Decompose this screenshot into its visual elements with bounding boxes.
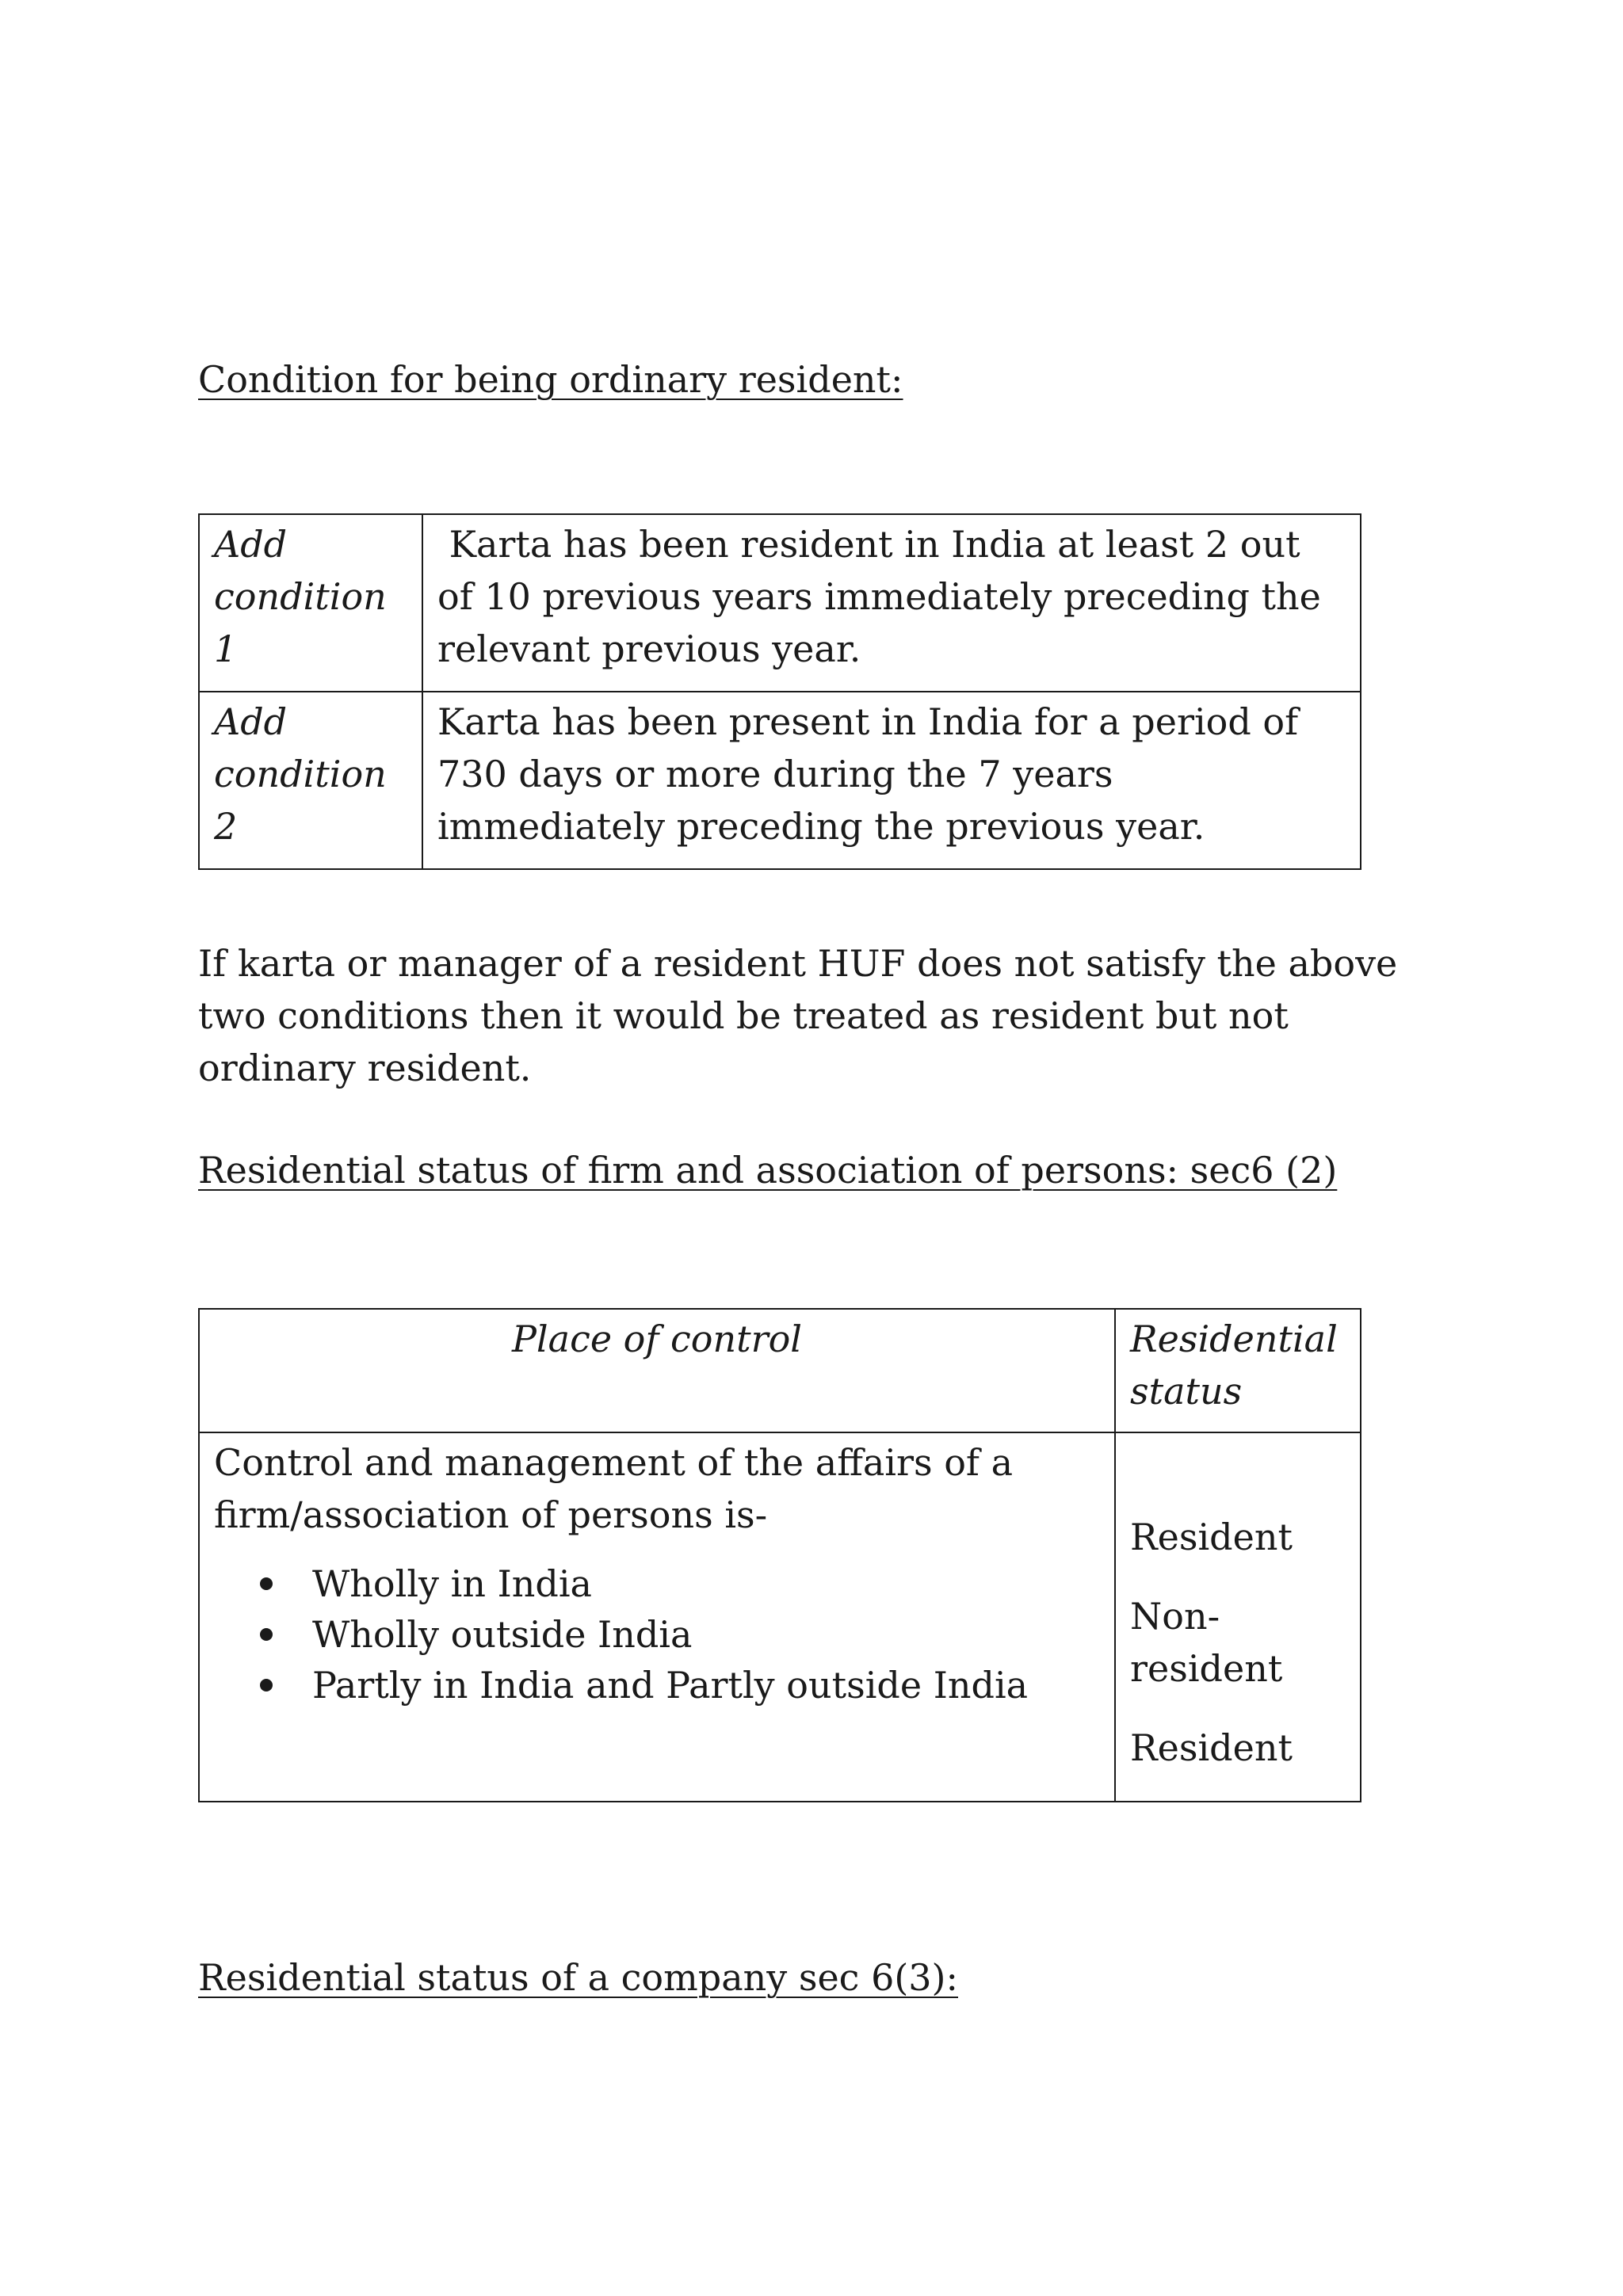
status-value: Resident [1130,1516,1293,1558]
condition-text: Karta has been present in India for a period of 730 days or more during the 7 years immediately preceding the previous year. [422,692,1361,869]
table-row [199,1432,1361,1802]
status-value: Non-resident [1130,1595,1283,1690]
huf-note-paragraph: If karta or manager of a resident HUF does not satisfy the above two conditions then it would be treated as resident but not ordinary resident. [198,942,1398,1089]
table-row [199,514,1361,692]
condition-label-line1: Add [214,700,288,743]
conditions-table [198,513,1361,870]
condition-label-line2: condition 2 [214,753,387,848]
status-value: Resident [1130,1726,1293,1769]
firm-status-table [198,1308,1361,1802]
table-row [199,692,1361,869]
section-heading-company: Residential status of a company sec 6(3): [198,1956,958,1999]
list-item: Partly in India and Partly outside India [312,1660,1100,1711]
condition-label-line2: condition 1 [214,575,387,670]
residential-status-cell [1115,1432,1361,1802]
control-intro-text: Control and management of the affairs of a firm/association of persons is- [214,1441,1014,1536]
section-heading-ordinary-resident: Condition for being ordinary resident: [198,358,903,401]
condition-label [199,514,422,692]
list-item: Wholly outside India [312,1609,1100,1660]
column-header-residential-status: Residential status [1115,1309,1361,1432]
condition-text: Karta has been resident in India at least 2 out of 10 previous years immediately preceding the relevant previous year. [422,514,1361,692]
condition-label-line1: Add [214,523,288,566]
section-heading-firm-aop: Residential status of firm and association of persons: sec6 (2) [198,1149,1338,1192]
list-item: Wholly in India [312,1558,1100,1609]
column-header-place-of-control: Place of control [199,1309,1115,1432]
place-list [214,1558,1100,1711]
condition-label [199,692,422,869]
table-header-row [199,1309,1361,1432]
place-of-control-cell [199,1432,1115,1802]
